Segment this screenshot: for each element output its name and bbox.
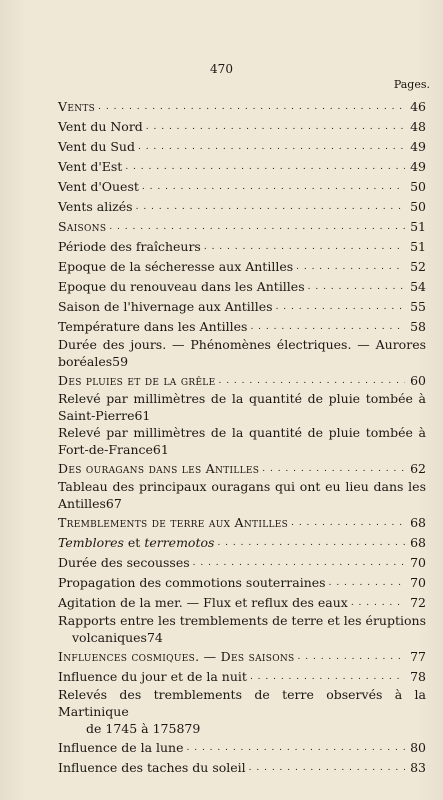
- dot-leader: [218, 370, 405, 390]
- toc-title: Des ouragans dans les Antilles: [58, 460, 260, 476]
- dot-leader: [217, 532, 405, 552]
- toc-page: 50: [410, 178, 426, 194]
- dot-leader: [250, 666, 405, 686]
- toc-title: Saint-Pierre: [58, 408, 135, 423]
- dot-leader: [193, 552, 405, 572]
- toc-entry: [58, 512, 426, 532]
- toc-page: 51: [410, 218, 426, 234]
- toc-title: Influence de la lune: [58, 739, 184, 755]
- toc-page: 68: [410, 514, 426, 530]
- toc-page: 48: [410, 118, 426, 134]
- toc-title: Vent du Sud: [58, 138, 135, 154]
- toc-page: 70: [410, 574, 426, 590]
- toc-entry: [58, 216, 426, 236]
- toc-page: 60: [410, 372, 426, 388]
- toc-page: 50: [410, 198, 426, 214]
- toc-title: Influences cosmiques. — Des saisons: [58, 648, 295, 664]
- toc-title: Vent d'Ouest: [58, 178, 139, 194]
- toc-entry: [58, 316, 426, 336]
- dot-leader: [204, 236, 405, 256]
- toc-entry-multiline: [58, 686, 426, 737]
- dot-leader: [138, 136, 405, 156]
- dot-leader: [296, 256, 405, 276]
- toc-title-mid: et: [123, 534, 145, 550]
- toc-title: Vent d'Est: [58, 158, 123, 174]
- toc-title-italic: terremotos: [144, 534, 215, 550]
- toc-title: Vent du Nord: [58, 118, 143, 134]
- toc-title-line1: Rapports entre les tremblements de terre et les éruptions: [58, 613, 426, 628]
- toc-page: 54: [410, 278, 426, 294]
- toc-title: [58, 534, 214, 552]
- table-of-contents: [58, 96, 426, 777]
- toc-page: 80: [410, 739, 426, 755]
- toc-title-line1: Tableau des principaux ouragans qui ont eu lieu dans les: [58, 479, 426, 494]
- toc-page: 61: [134, 408, 151, 423]
- toc-entry: [58, 552, 426, 572]
- toc-title: de 1745 à 1758: [86, 721, 185, 736]
- dot-leader: [125, 156, 405, 176]
- dot-leader: [308, 276, 405, 296]
- dot-leader: [249, 757, 405, 777]
- toc-page: 49: [410, 138, 426, 154]
- toc-title-line1: Relevés des tremblements de terre observés à la Martinique: [58, 687, 426, 719]
- toc-entry-multiline: [58, 424, 426, 458]
- dot-leader: [262, 458, 405, 478]
- pages-column-label: Pages.: [393, 78, 430, 91]
- toc-page: 79: [184, 721, 201, 736]
- toc-entry: [58, 532, 426, 552]
- toc-title-italic: Temblores: [58, 534, 124, 550]
- dot-leader: [187, 737, 406, 757]
- toc-title: Saisons: [58, 218, 107, 234]
- dot-leader: [250, 316, 405, 336]
- toc-title: Vents: [58, 98, 96, 114]
- toc-entry: [58, 96, 426, 116]
- dot-leader: [351, 592, 405, 612]
- toc-page: 78: [410, 668, 426, 684]
- toc-title: boréales: [58, 354, 113, 369]
- toc-entry-multiline: [58, 390, 426, 424]
- toc-title: Vents alizés: [58, 198, 133, 214]
- toc-title: Période des fraîcheurs: [58, 238, 201, 254]
- toc-page: 58: [410, 318, 426, 334]
- toc-title: Epoque du renouveau dans les Antilles: [58, 278, 305, 294]
- toc-page: 46: [410, 98, 426, 114]
- toc-title: Antilles: [58, 496, 106, 511]
- toc-title: Epoque de la sécheresse aux Antilles: [58, 258, 294, 274]
- toc-entry: [58, 236, 426, 256]
- toc-title: Saison de l'hivernage aux Antilles: [58, 298, 273, 314]
- toc-page: 67: [105, 496, 122, 511]
- dot-leader: [142, 176, 405, 196]
- toc-page: 77: [410, 648, 426, 664]
- dot-leader: [136, 196, 405, 216]
- toc-page: 52: [410, 258, 426, 274]
- dot-leader: [109, 216, 405, 236]
- toc-page: 68: [410, 534, 426, 550]
- toc-entry-multiline: [58, 612, 426, 646]
- toc-title: Influence des taches du soleil: [58, 759, 246, 775]
- toc-entry: [58, 592, 426, 612]
- toc-entry: [58, 572, 426, 592]
- toc-entry: [58, 156, 426, 176]
- toc-entry-multiline: [58, 478, 426, 512]
- toc-page: 61: [152, 442, 169, 457]
- toc-page: 62: [410, 460, 426, 476]
- toc-entry: [58, 296, 426, 316]
- toc-page: 83: [410, 759, 426, 775]
- toc-entry: [58, 458, 426, 478]
- dot-leader: [291, 512, 405, 532]
- dot-leader: [329, 572, 405, 592]
- toc-entry: [58, 256, 426, 276]
- toc-entry: [58, 757, 426, 777]
- toc-title: Fort-de-France: [58, 442, 153, 457]
- dot-leader: [298, 646, 405, 666]
- toc-title: Influence du jour et de la nuit: [58, 668, 247, 684]
- toc-entry: [58, 176, 426, 196]
- toc-entry: [58, 136, 426, 156]
- dot-leader: [98, 96, 405, 116]
- toc-title-line1: Relevé par millimètres de la quantité de pluie tombée à: [58, 391, 426, 406]
- toc-entry: [58, 116, 426, 136]
- toc-page: 72: [410, 594, 426, 610]
- toc-title: Température dans les Antilles: [58, 318, 248, 334]
- toc-page: 51: [410, 238, 426, 254]
- toc-title: Des pluies et de la grêle: [58, 372, 216, 388]
- toc-title: Propagation des commotions souterraines: [58, 574, 326, 590]
- toc-entry: [58, 666, 426, 686]
- toc-page: 55: [410, 298, 426, 314]
- toc-title: Tremblements de terre aux Antilles: [58, 514, 289, 530]
- toc-entry: [58, 370, 426, 390]
- toc-entry: [58, 196, 426, 216]
- dot-leader: [276, 296, 405, 316]
- toc-page: 70: [410, 554, 426, 570]
- toc-title-line1: Relevé par millimètres de la quantité de pluie tombée à: [58, 425, 426, 440]
- page-number: 470: [210, 62, 233, 76]
- toc-page: 49: [410, 158, 426, 174]
- toc-entry: [58, 276, 426, 296]
- toc-entry: [58, 646, 426, 666]
- toc-title: volcaniques: [72, 630, 147, 645]
- dot-leader: [146, 116, 405, 136]
- toc-title: Agitation de la mer. — Flux et reflux des eaux: [58, 594, 348, 610]
- toc-entry-multiline: [58, 336, 426, 370]
- toc-entry: [58, 737, 426, 757]
- toc-page: 59: [112, 354, 129, 369]
- toc-title-line1: Durée des jours. — Phénomènes électriques. — Aurores: [58, 337, 426, 352]
- toc-page: 74: [146, 630, 163, 645]
- toc-title: Durée des secousses: [58, 554, 190, 570]
